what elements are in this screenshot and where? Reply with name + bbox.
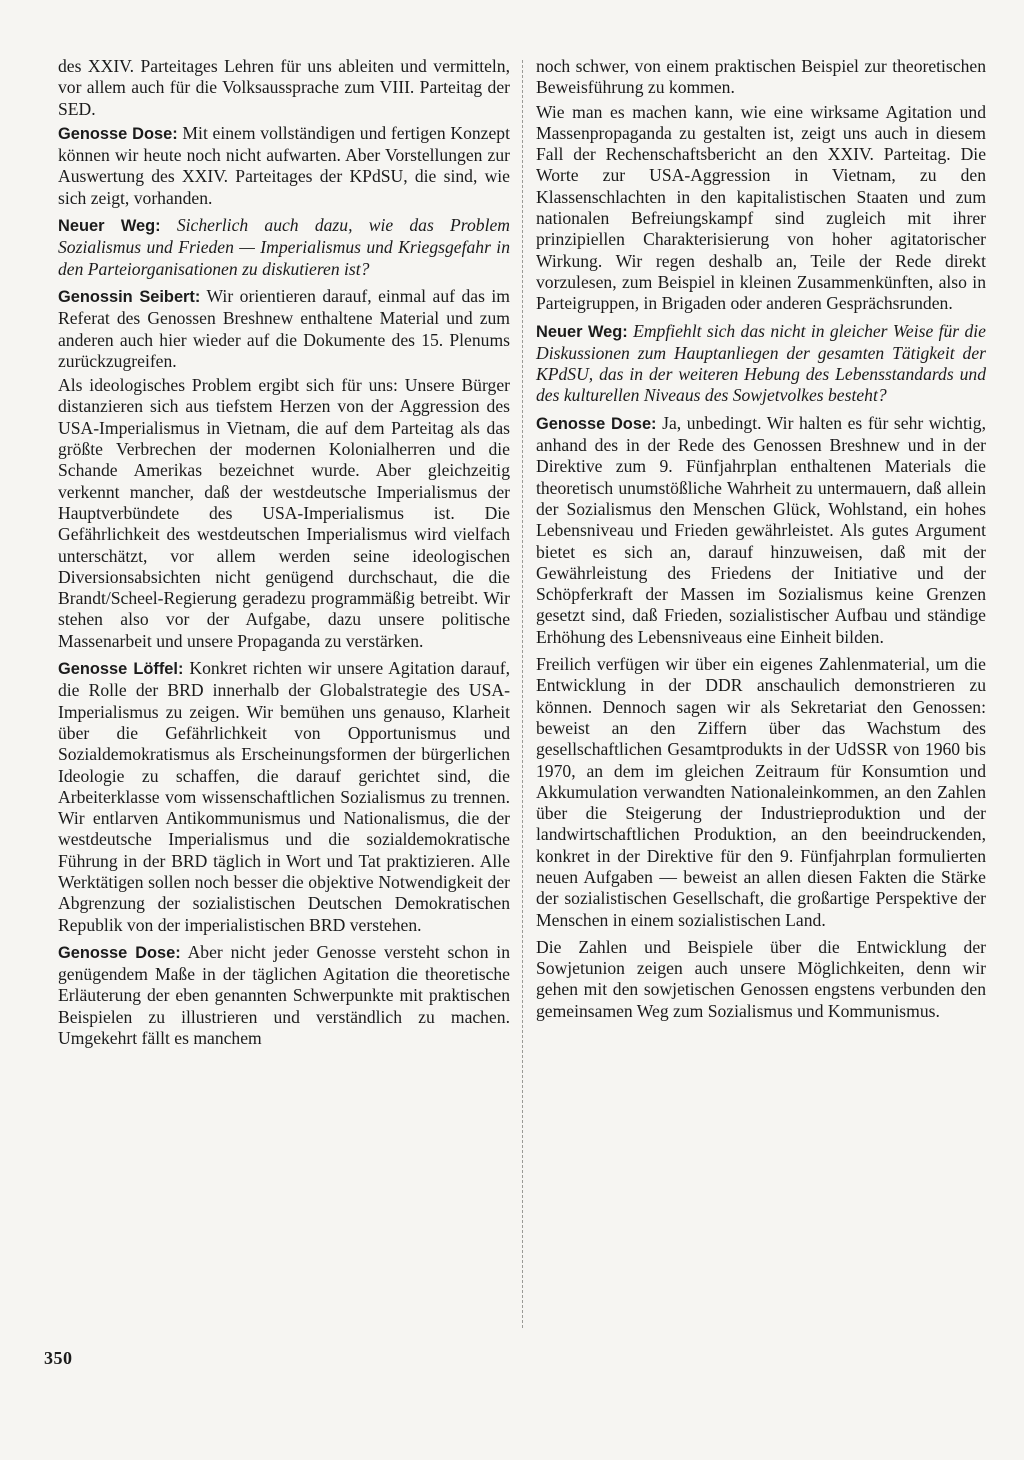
paragraph-text: noch schwer, von einem praktischen Beispiel zur theoretischen Beweisführung zu kommen. — [536, 56, 986, 98]
paragraph-text: Die Zahlen und Beispiele über die Entwicklung der Sowjetunion zeigen auch unsere Möglichkeiten, denn wir gehen mit den sowjetischen Genossen engstens verbunden den gemeinsamen Weg zum Sozialismus und Kommunismus. — [536, 936, 986, 1021]
interview-paragraph — [536, 413, 986, 648]
interview-question — [536, 321, 986, 407]
paragraph — [58, 375, 510, 652]
paragraph-text: Wir orientieren darauf, einmal auf das im Referat des Genossen Breshnew enthaltene Material und zum anderen auch hier wieder auf die Dokumente des 15. Plenums zurückzugreifen. — [58, 285, 510, 371]
paragraph-text: Mit einem vollständigen und fertigen Konzept können wir heute noch nicht aufwarten. Aber Vorstellungen zur Auswertung des XXIV. Parteitages der KPdSU, die sind, wie sich zeigt, vorhanden. — [58, 122, 510, 208]
paragraph-text: Freilich verfügen wir über ein eigenes Zahlenmaterial, um die Entwicklung in der DDR anschaulich demonstrieren zu können. Dennoch sagen wir als Sekretariat den Genossen: beweist an den Ziffern über das Wachstum des gesellschaftlichen Gesamtprodukts in der UdSSR von 1960 bis 1970, an dem im gleichen Zeitraum für Konsumtion und Akkumulation verwandten Nationaleinkommen, an den Zahlen über die Steigerung der Industrieproduktion und der landwirtschaftlichen Produktion, an den beeindruckenden, konkret in der Direktive für den 9. Fünfjahrplan formulierten neuen Aufgaben — beweist an allen diesen Fakten die Stärke der sozialistischen Gesellschaft, die großartige Perspektive der Menschen in einem sozialistischen Land. — [536, 654, 986, 930]
speaker-label: Genosse Dose: — [58, 943, 181, 962]
paragraph — [536, 56, 986, 99]
interview-paragraph — [58, 123, 510, 209]
speaker-label: Neuer Weg: — [536, 322, 628, 341]
paragraph-text: Ja, unbedingt. Wir halten es für sehr wichtig, anhand des in der Rede des Genossen Breshnew und in der Direktive zum 9. Fünfjahrplan enthaltenen Materials die theoretisch unumstößliche Wahrheit zu untermauern, daß allein der Sozialismus den Menschen Glück, Wohlstand, ein hohes Lebensniveau und Frieden gewährleistet. Als gutes Argument bietet es sich an, darauf hinzuweisen, daß mit der Gewährleistung des Friedens der Initiative und der Schöpferkraft der Massen im Sozialismus keine Grenzen gesetzt sind, daß Frieden, sozialistischer Aufbau und ständige Erhöhung des Lebensniveaus eine Einheit bilden. — [536, 412, 986, 647]
speaker-label: Genosse Dose: — [58, 124, 178, 143]
paragraph — [58, 56, 510, 120]
question-text: Sicherlich auch dazu, wie das Problem Sozialismus und Frieden — Imperialismus und Kriegsgefahr in den Parteiorganisationen zu diskutieren ist? — [58, 215, 510, 279]
paragraph-text: Wie man es machen kann, wie eine wirksame Agitation und Massenpropaganda zu gestalten ist, zeigt uns auch in diesem Fall der Rechenschaftsbericht an den XXIV. Parteitag. Die Worte zur USA-Aggression in Vietnam, zu den Klassenschlachten in den kapitalistischen Staaten und zum nationalen Befreiungskampf sind zugleich mit ihrer prinzipiellen Charakterisierung von hoher agitatorischer Wirkung. Wir regen deshalb an, Teile der Rede direkt vorzulesen, zum Beispiel in kleinen Zusammenkünften, also in Parteigruppen, in Brigaden oder anderen Gesprächsrunden. — [536, 101, 986, 314]
page-number: 350 — [44, 1348, 73, 1368]
speaker-label: Genosse Dose: — [536, 414, 657, 433]
paragraph — [536, 654, 986, 931]
interview-question — [58, 215, 510, 280]
speaker-label: Neuer Weg: — [58, 217, 161, 236]
interview-paragraph — [58, 942, 510, 1049]
question-text: Empfiehlt sich das nicht in gleicher Weise für die Diskussionen zum Hauptanliegen der gesamten Tätigkeit der KPdSU, das in der weiteren Hebung des Lebensstandards und des kulturellen Niveaus des Sowjetvolkes besteht? — [536, 320, 986, 406]
column-divider — [522, 60, 523, 1328]
paragraph — [536, 102, 986, 315]
paragraph-text: Aber nicht jeder Genosse versteht schon in genügendem Maße in der täglichen Agitation die theoretische Erläuterung der eben genannten Schwerpunkte mit praktischen Beispielen zu illustrieren und verständlich zu machen. Umgekehrt fällt es manchem — [58, 941, 510, 1049]
paragraph-text: Konkret richten wir unsere Agitation darauf, die Rolle der BRD innerhalb der Globalstrategie des USA-Imperialismus zu zeigen. Wir bemühen uns genauso, Klarheit über die Gefährlichkeit von Opportunismus und Sozialdemokratismus als Erscheinungsformen der bürgerlichen Ideologie zu schaffen, die darauf gerichtet sind, die Arbeiterklasse vom wissenschaftlichen Sozialismus zu trennen. Wir entlarven Antikommunismus und Nationalismus, die der westdeutsche Imperialismus und die sozialdemokratische Führung in der BRD täglich in Wort und Tat praktizieren. Alle Werktätigen sollen noch besser die objektive Notwendigkeit der Abgrenzung der sozialistischen Deutschen Demokratischen Republik von der imperialistischen BRD verstehen. — [58, 658, 510, 935]
right-column — [536, 56, 986, 1028]
speaker-label: Genossin Seibert: — [58, 287, 201, 306]
interview-paragraph — [58, 658, 510, 936]
left-column — [58, 56, 510, 1055]
paragraph — [536, 937, 986, 1022]
interview-paragraph — [58, 286, 510, 372]
paragraph-text: Als ideologisches Problem ergibt sich für uns: Unsere Bürger distanzieren sich aus tiefstem Herzen von der Aggression des USA-Imperialismus in Vietnam, die auf dem Parteitag als das größte Verbrechen der modernen Kolonialherren und die Schande Amerikas bezeichnet wurde. Aber gleichzeitig verkennt mancher, daß der westdeutsche Imperialismus der Hauptverbündete des USA-Imperialismus ist. Die Gefährlichkeit des westdeutschen Imperialismus wird vielfach unterschätzt, vor allem werden seine ideologischen Diversionsabsichten nicht genügend durchschaut, die die Brandt/Scheel-Regierung geradezu programmäßig betreibt. Wir stehen also vor der Aufgabe, dazu unsere politische Massenarbeit und unsere Propaganda zu verstärken. — [58, 375, 510, 651]
speaker-label: Genosse Löffel: — [58, 660, 184, 679]
paragraph-text: des XXIV. Parteitages Lehren für uns ableiten und vermitteln, vor allem auch für die Volksaussprache zum VIII. Parteitag der SED. — [58, 56, 510, 119]
